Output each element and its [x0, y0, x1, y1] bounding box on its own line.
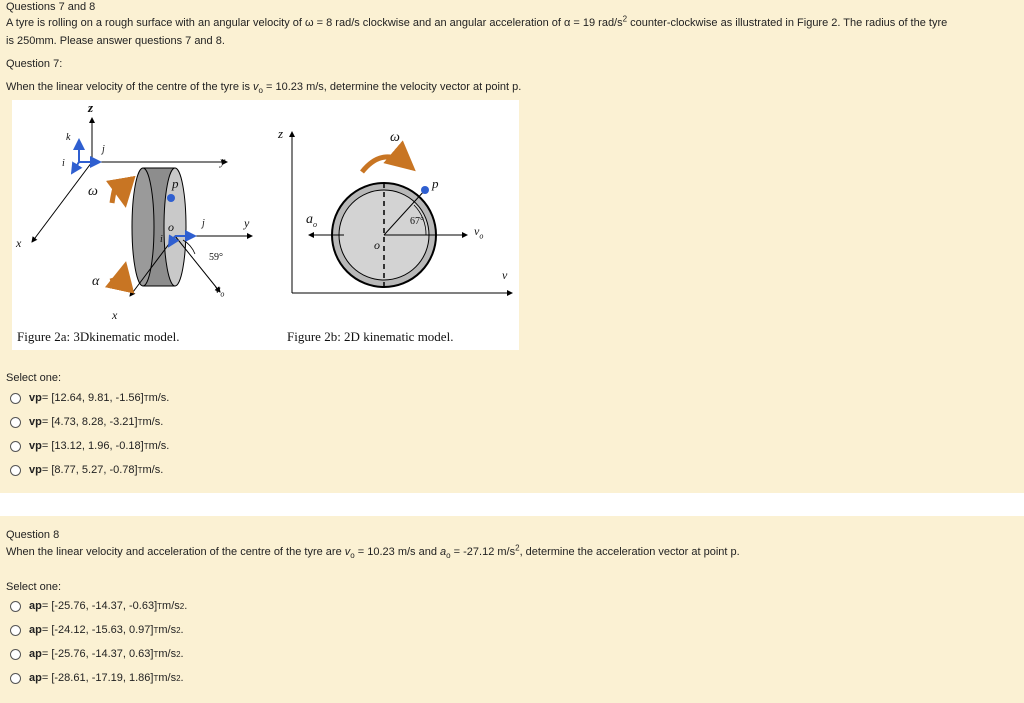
label-z-2d: z — [278, 126, 284, 141]
i-vector — [72, 162, 79, 173]
question-7-option-4[interactable]: v p = [8.77, 5.27, -0.78] T m/s. — [10, 462, 163, 478]
label-o-3d: o — [168, 220, 174, 234]
x-axis-3d — [32, 162, 92, 242]
radio-button[interactable] — [10, 601, 21, 612]
radio-button[interactable] — [10, 417, 21, 428]
question-7-option-2[interactable]: v p = [4.73, 8.28, -3.21] T m/s. — [10, 414, 163, 430]
label-vo-3d: $v_o$ — [215, 282, 225, 299]
caption-figure-2b: Figure 2b: 2D kinematic model. — [287, 329, 454, 344]
label-o-2d: o — [374, 238, 380, 252]
caption-figure-2a: Figure 2a: 3Dkinematic model. — [17, 329, 180, 344]
radio-button[interactable] — [10, 465, 21, 476]
radio-button[interactable] — [10, 649, 21, 660]
radio-button[interactable] — [10, 393, 21, 404]
kinematic-figure — [12, 100, 519, 350]
question-8-option-3[interactable]: a p = [-25.76, -14.37, 0.63] T m/s 2 . — [10, 646, 184, 662]
omega-arrow-2d — [362, 157, 412, 172]
label-ao-2d: $a_o$ — [306, 212, 317, 229]
label-j: j — [102, 144, 105, 155]
question-7-prompt: When the linear velocity of the centre of the tyre is $v_o = 10.23$ m/s, determine the velocity vector at point p. — [6, 81, 522, 96]
label-omega-3d: ω — [88, 184, 98, 199]
label-k: k — [66, 132, 71, 143]
radio-button[interactable] — [10, 673, 21, 684]
alpha-arrow-3d — [112, 266, 125, 286]
label-p-3d: p — [172, 176, 179, 191]
question-7-option-3[interactable]: v p = [13.12, 1.96, -0.18] T m/s. — [10, 438, 169, 454]
omega-arrow-3d — [112, 183, 125, 204]
label-v-2d: v — [502, 268, 508, 282]
label-z: z — [88, 100, 94, 115]
radio-button[interactable] — [10, 625, 21, 636]
question-7-select-label: Select one: — [6, 372, 62, 384]
intro-line-2: is 250mm. Please answer questions 7 and 8. — [6, 35, 225, 47]
label-i-centre: i — [160, 234, 163, 245]
question-8-option-2[interactable]: a p = [-24.12, -15.63, 0.97] T m/s 2 . — [10, 622, 184, 638]
radio-button[interactable] — [10, 441, 21, 452]
question-8-prompt: When the linear velocity and acceleration of the centre of the tyre are $v_o = 10.23$ m/s and $a_o = -27.12$ $m/s^2$, determine the acceleration vector at point p. — [6, 543, 740, 561]
question-8-panel — [0, 516, 1024, 703]
label-y-centre: y — [244, 216, 250, 230]
label-alpha-3d: α — [92, 274, 100, 289]
point-p-2d — [421, 186, 429, 194]
figure-drawing — [12, 100, 519, 350]
label-59-deg: 59° — [209, 252, 223, 263]
label-p-2d: p — [432, 176, 439, 191]
label-y: y — [220, 154, 226, 168]
label-i: i — [62, 158, 65, 169]
question-8-option-1[interactable]: a p = [-25.76, -14.37, -0.63] T m/s 2 . — [10, 598, 187, 614]
intro-line-1: A tyre is rolling on a rough surface with an angular velocity of ω = 8 rad/s clockwise and an angular acceleration of α = 19 rad/$s^2$ counter-clockwise as illustrated in Figure 2. The radius of the tyre — [6, 14, 948, 29]
label-omega-2d: ω — [390, 130, 400, 145]
questions-header: Questions 7 and 8 — [6, 1, 96, 13]
question-8-select-label: Select one: — [6, 581, 62, 593]
question-7-label: Question 7: — [6, 58, 63, 70]
label-67-deg: 67° — [410, 216, 424, 227]
label-x: x — [16, 236, 22, 250]
question-7-option-1[interactable]: v p = [12.64, 9.81, -1.56] T m/s. — [10, 390, 169, 406]
question-8-option-4[interactable]: a p = [-28.61, -17.19, 1.86] T m/s 2 . — [10, 670, 184, 686]
label-vo-2d: $v_o$ — [474, 224, 484, 241]
question-8-label: Question 8 — [6, 529, 60, 541]
label-x-centre: x — [112, 308, 118, 322]
point-p-3d — [167, 194, 175, 202]
label-j-centre: j — [202, 218, 205, 229]
